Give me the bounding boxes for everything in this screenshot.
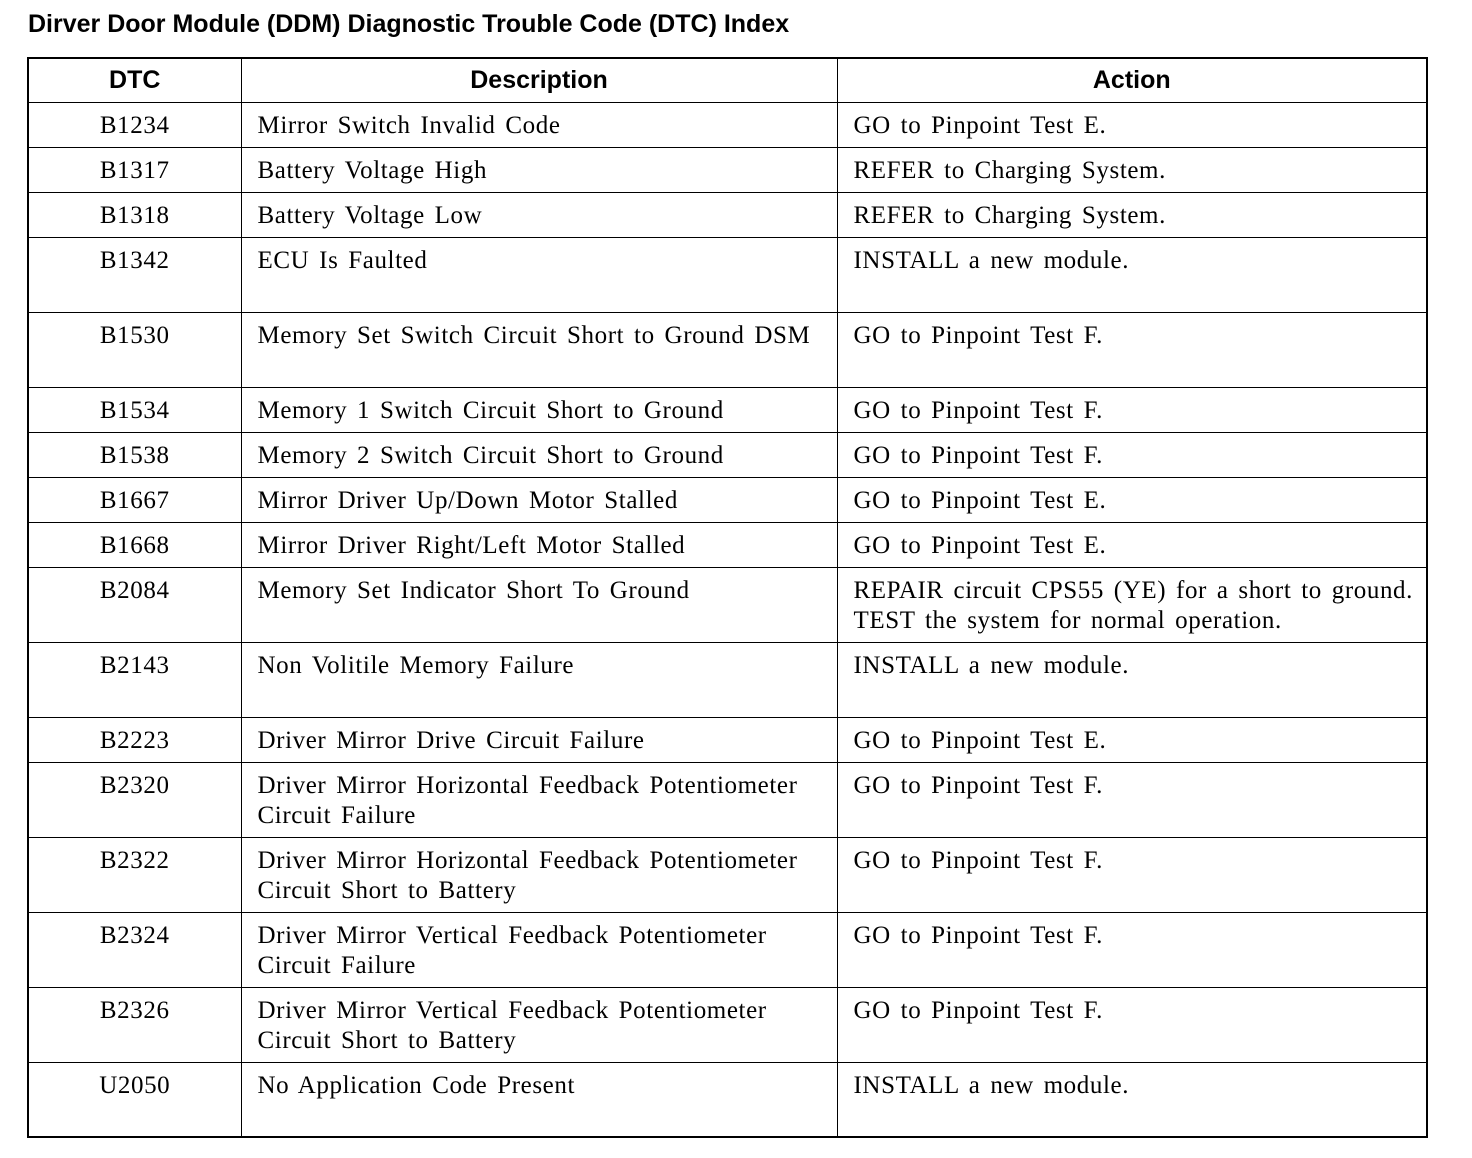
description-cell: Battery Voltage High bbox=[241, 147, 837, 192]
table-header-row bbox=[28, 58, 1427, 102]
description-cell: Battery Voltage Low bbox=[241, 192, 837, 237]
action-cell: GO to Pinpoint Test F. bbox=[837, 912, 1427, 987]
table-row bbox=[28, 477, 1427, 522]
dtc-code-cell: B1538 bbox=[28, 432, 241, 477]
dtc-index-table bbox=[27, 57, 1428, 1138]
action-cell: GO to Pinpoint Test E. bbox=[837, 522, 1427, 567]
description-cell: Driver Mirror Horizontal Feedback Potentiometer Circuit Short to Battery bbox=[241, 837, 837, 912]
dtc-code-cell: B1342 bbox=[28, 237, 241, 312]
table-row bbox=[28, 432, 1427, 477]
table-row bbox=[28, 237, 1427, 312]
action-cell: GO to Pinpoint Test F. bbox=[837, 387, 1427, 432]
dtc-code-cell: B2324 bbox=[28, 912, 241, 987]
description-cell: Memory Set Switch Circuit Short to Ground DSM bbox=[241, 312, 837, 387]
table-row bbox=[28, 387, 1427, 432]
action-cell: GO to Pinpoint Test F. bbox=[837, 312, 1427, 387]
action-cell: REFER to Charging System. bbox=[837, 147, 1427, 192]
column-header-dtc: DTC bbox=[28, 58, 241, 102]
description-cell: Mirror Switch Invalid Code bbox=[241, 102, 837, 147]
description-cell: ECU Is Faulted bbox=[241, 237, 837, 312]
action-cell: GO to Pinpoint Test E. bbox=[837, 102, 1427, 147]
table-row bbox=[28, 522, 1427, 567]
action-cell: INSTALL a new module. bbox=[837, 237, 1427, 312]
dtc-code-cell: B2326 bbox=[28, 987, 241, 1062]
description-cell: Non Volitile Memory Failure bbox=[241, 642, 837, 717]
description-cell: Driver Mirror Vertical Feedback Potentiometer Circuit Failure bbox=[241, 912, 837, 987]
action-cell: GO to Pinpoint Test F. bbox=[837, 432, 1427, 477]
table-row bbox=[28, 912, 1427, 987]
dtc-code-cell: B2143 bbox=[28, 642, 241, 717]
action-cell: INSTALL a new module. bbox=[837, 1062, 1427, 1137]
table-row bbox=[28, 1062, 1427, 1137]
table-row bbox=[28, 642, 1427, 717]
description-cell: Mirror Driver Right/Left Motor Stalled bbox=[241, 522, 837, 567]
action-cell: INSTALL a new module. bbox=[837, 642, 1427, 717]
description-cell: Driver Mirror Horizontal Feedback Potentiometer Circuit Failure bbox=[241, 762, 837, 837]
dtc-code-cell: B1318 bbox=[28, 192, 241, 237]
description-cell: No Application Code Present bbox=[241, 1062, 837, 1137]
column-header-description: Description bbox=[241, 58, 837, 102]
description-cell: Memory Set Indicator Short To Ground bbox=[241, 567, 837, 642]
dtc-code-cell: B1667 bbox=[28, 477, 241, 522]
table-row bbox=[28, 567, 1427, 642]
dtc-code-cell: B1530 bbox=[28, 312, 241, 387]
action-cell: GO to Pinpoint Test E. bbox=[837, 477, 1427, 522]
dtc-code-cell: B2084 bbox=[28, 567, 241, 642]
table-row bbox=[28, 312, 1427, 387]
dtc-code-cell: U2050 bbox=[28, 1062, 241, 1137]
table-row bbox=[28, 717, 1427, 762]
description-cell: Memory 1 Switch Circuit Short to Ground bbox=[241, 387, 837, 432]
dtc-code-cell: B1317 bbox=[28, 147, 241, 192]
description-cell: Memory 2 Switch Circuit Short to Ground bbox=[241, 432, 837, 477]
dtc-code-cell: B2320 bbox=[28, 762, 241, 837]
dtc-code-cell: B2322 bbox=[28, 837, 241, 912]
description-cell: Driver Mirror Drive Circuit Failure bbox=[241, 717, 837, 762]
description-cell: Driver Mirror Vertical Feedback Potentiometer Circuit Short to Battery bbox=[241, 987, 837, 1062]
dtc-code-cell: B1234 bbox=[28, 102, 241, 147]
action-cell: GO to Pinpoint Test F. bbox=[837, 837, 1427, 912]
table-row bbox=[28, 192, 1427, 237]
dtc-code-cell: B2223 bbox=[28, 717, 241, 762]
action-cell: GO to Pinpoint Test F. bbox=[837, 762, 1427, 837]
dtc-code-cell: B1668 bbox=[28, 522, 241, 567]
table-row bbox=[28, 102, 1427, 147]
table-row bbox=[28, 837, 1427, 912]
table-row bbox=[28, 762, 1427, 837]
action-cell: GO to Pinpoint Test F. bbox=[837, 987, 1427, 1062]
action-cell: REPAIR circuit CPS55 (YE) for a short to ground. TEST the system for normal operation. bbox=[837, 567, 1427, 642]
action-cell: REFER to Charging System. bbox=[837, 192, 1427, 237]
table-row bbox=[28, 147, 1427, 192]
description-cell: Mirror Driver Up/Down Motor Stalled bbox=[241, 477, 837, 522]
column-header-action: Action bbox=[837, 58, 1427, 102]
page-title: Dirver Door Module (DDM) Diagnostic Trouble Code (DTC) Index bbox=[28, 10, 790, 38]
dtc-code-cell: B1534 bbox=[28, 387, 241, 432]
table-row bbox=[28, 987, 1427, 1062]
action-cell: GO to Pinpoint Test E. bbox=[837, 717, 1427, 762]
